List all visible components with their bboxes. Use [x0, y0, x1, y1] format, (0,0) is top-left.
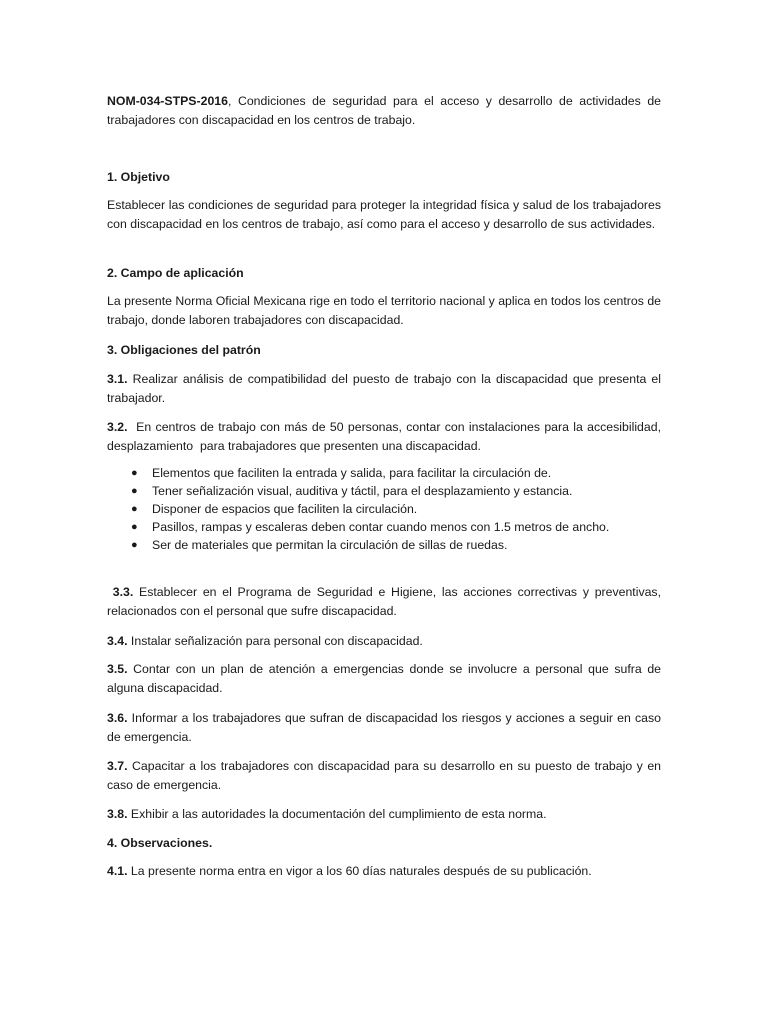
bullet-icon: ● — [131, 485, 138, 497]
list-item: ● Disponer de espacios que faciliten la circulación. — [131, 502, 418, 516]
norm-code: NOM-034-STPS-2016 — [107, 94, 228, 108]
section-heading-objetivo: 1. Objetivo — [107, 170, 170, 184]
paragraph-3-1: 3.1. Realizar análisis de compatibilidad del puesto de trabajo con la discapacidad que presenta el trabajador. — [107, 372, 661, 405]
list-item: ● Elementos que faciliten la entrada y salida, para facilitar la circulación de. — [131, 466, 552, 480]
paragraph-3-5: 3.5. Contar con un plan de atención a emergencias donde se involucre a personal que sufra de alguna discapacidad. — [107, 662, 661, 695]
paragraph-3-3: 3.3. Establecer en el Programa de Seguridad e Higiene, las acciones correctivas y preventivas, relacionados con el personal que sufre discapacidad. — [107, 585, 661, 618]
section-heading-obligaciones: 3. Obligaciones del patrón — [107, 343, 261, 357]
paragraph-campo: La presente Norma Oficial Mexicana rige en todo el territorio nacional y aplica en todos los centros de trabajo, donde laboren trabajadores con discapacidad. — [107, 294, 661, 327]
section-heading-campo: 2. Campo de aplicación — [107, 266, 244, 280]
paragraph-3-6: 3.6. Informar a los trabajadores que sufran de discapacidad los riesgos y acciones a seguir en caso de emergencia. — [107, 711, 661, 744]
list-item: ● Ser de materiales que permitan la circulación de sillas de ruedas. — [131, 538, 508, 552]
section-heading-observaciones: 4. Observaciones. — [107, 836, 213, 850]
paragraph-4-1: 4.1. La presente norma entra en vigor a los 60 días naturales después de su publicación. — [107, 864, 592, 878]
title-text: , Condiciones de seguridad para el acceso y desarrollo de actividades de trabajadores con discapacidad en los centros de trabajo. — [107, 94, 661, 127]
paragraph-3-7: 3.7. Capacitar a los trabajadores con discapacidad para su desarrollo en su puesto de trabajo y en caso de emergencia. — [107, 759, 661, 792]
bullet-icon: ● — [131, 467, 138, 479]
list-item: ● Tener señalización visual, auditiva y táctil, para el desplazamiento y estancia. — [131, 484, 573, 498]
bullet-icon: ● — [131, 539, 138, 551]
paragraph-3-8: 3.8. Exhibir a las autoridades la documentación del cumplimiento de esta norma. — [107, 807, 547, 821]
accessibility-list — [107, 464, 661, 554]
paragraph-3-2: 3.2. En centros de trabajo con más de 50 personas, contar con instalaciones para la accesibilidad, desplazamiento para trabajadores que presenten una discapacidad. — [107, 420, 665, 453]
list-item: ● Pasillos, rampas y escaleras deben contar cuando menos con 1.5 metros de ancho. — [131, 520, 610, 534]
bullet-icon: ● — [131, 521, 138, 533]
bullet-icon: ● — [131, 503, 138, 515]
document-title — [107, 92, 661, 130]
paragraph-objetivo: Establecer las condiciones de seguridad para proteger la integridad física y salud de los trabajadores con discapacidad en los centros de trabajo, así como para el acceso y desarrollo de sus actividades. — [107, 198, 661, 231]
paragraph-3-4: 3.4. Instalar señalización para personal con discapacidad. — [107, 634, 423, 648]
